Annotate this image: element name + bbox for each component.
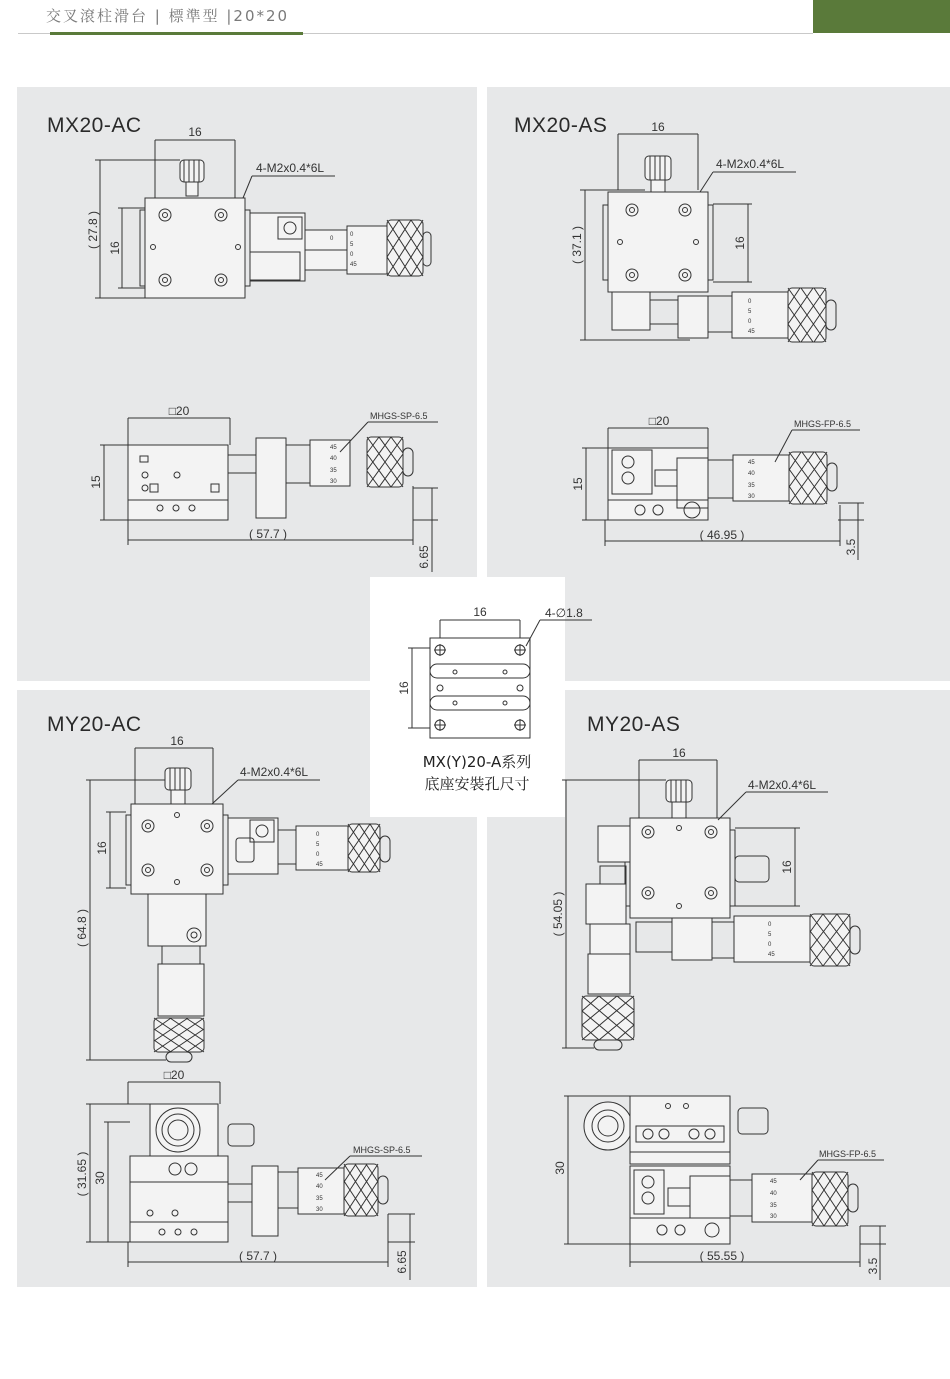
dim-square: □20	[163, 1068, 185, 1082]
scale-label: 40	[748, 471, 755, 477]
dim-width: 16	[672, 746, 686, 760]
dim-width: 16	[188, 125, 202, 139]
micrometer-label: MHGS-SP-6.5	[353, 1145, 411, 1155]
scale-label: 45	[748, 329, 755, 335]
scale-label: 0	[748, 319, 752, 325]
mx20-ac-top-view	[86, 125, 431, 298]
dim-height-inner: 16	[780, 860, 794, 874]
dim-height: 30	[553, 1161, 567, 1175]
mx20-as-side-view	[571, 414, 864, 560]
model-title-mx20-as: MX20-AS	[514, 114, 608, 137]
scale-label: 45	[350, 262, 357, 268]
base-caption-line2: 底座安裝孔尺寸	[424, 775, 530, 793]
dim-height-outer: ( 54.05 )	[551, 891, 565, 937]
my20-as-side-view	[553, 1096, 886, 1280]
base-mounting-drawing	[397, 605, 592, 738]
scale-label: 40	[316, 1184, 323, 1190]
scale-label: 5	[748, 309, 752, 315]
my20-ac-side-view	[75, 1068, 422, 1280]
dim-length: ( 46.95 )	[699, 528, 745, 542]
dim-height-inner: 16	[108, 241, 122, 255]
base-caption-line1: MX(Y)20-A系列	[422, 753, 532, 771]
scale-label: 0	[350, 232, 354, 238]
model-title-mx20-ac: MX20-AC	[47, 114, 142, 137]
scale-label: 0	[768, 942, 772, 948]
dim-height-outer: ( 37.1 )	[570, 225, 584, 265]
dim-length: ( 57.7 )	[238, 1249, 278, 1263]
scale-label: 35	[748, 483, 755, 489]
scale-label: 30	[330, 479, 337, 485]
scale-label: 45	[748, 460, 755, 466]
thread-label: 4-M2x0.4*6L	[716, 157, 785, 171]
dim-width: 16	[170, 734, 184, 748]
scale-label: 45	[768, 952, 775, 958]
dim-height: 15	[571, 477, 585, 491]
dim-offset: 6.65	[417, 545, 431, 569]
dim-height-inner: 16	[733, 236, 747, 250]
dim-offset: 6.65	[395, 1250, 409, 1274]
dim-height-outer: ( 64.8 )	[75, 908, 89, 948]
holes-label: 4-∅1.8	[545, 606, 583, 620]
svg-text:0: 0	[330, 236, 334, 242]
scale-label: 0	[748, 299, 752, 305]
my20-ac-top-view	[75, 734, 390, 1062]
thread-label: 4-M2x0.4*6L	[256, 161, 325, 175]
page-title: 交叉滾柱滑台 | 標準型 |20*20	[46, 7, 290, 25]
dim-height-inner: 16	[95, 841, 109, 855]
scale-label: 40	[330, 456, 337, 462]
scale-label: 30	[748, 494, 755, 500]
scale-label: 5	[350, 242, 354, 248]
scale-label: 45	[316, 862, 323, 868]
dim-height-outer: ( 31.65 )	[75, 1151, 89, 1197]
my20-as-top-view	[551, 746, 860, 1050]
scale-label: 35	[330, 468, 337, 474]
micrometer-label: MHGS-FP-6.5	[819, 1149, 877, 1159]
dim-square: □20	[168, 404, 190, 418]
dim-width: 16	[651, 120, 665, 134]
thread-label: 4-M2x0.4*6L	[748, 778, 817, 792]
dim-square: □20	[648, 414, 670, 428]
scale-label: 45	[770, 1179, 777, 1185]
scale-label: 0	[316, 832, 320, 838]
scale-label: 5	[768, 932, 772, 938]
scale-label: 0	[350, 252, 354, 258]
dim-width: 16	[473, 605, 487, 619]
scale-label: 40	[770, 1191, 777, 1197]
dim-length: ( 55.55 )	[699, 1249, 745, 1263]
micrometer-label: MHGS-SP-6.5	[370, 411, 428, 421]
scale-label: 45	[330, 445, 337, 451]
scale-label: 35	[770, 1203, 777, 1209]
scale-label: 30	[316, 1207, 323, 1213]
base-caption	[402, 751, 552, 795]
dim-height-inner: 30	[93, 1171, 107, 1185]
dim-offset: 3.5	[866, 1257, 880, 1275]
scale-label: 0	[316, 852, 320, 858]
model-title-my20-as: MY20-AS	[587, 713, 681, 736]
micrometer-label: MHGS-FP-6.5	[794, 419, 852, 429]
mx20-ac-side-view	[89, 404, 438, 572]
dim-length: ( 57.7 )	[248, 527, 288, 541]
dim-height: 15	[89, 475, 103, 489]
scale-label: 5	[316, 842, 320, 848]
dim-offset: 3.5	[844, 538, 858, 556]
scale-label: 45	[316, 1173, 323, 1179]
thread-label: 4-M2x0.4*6L	[240, 765, 309, 779]
scale-label: 0	[768, 922, 772, 928]
scale-label: 35	[316, 1196, 323, 1202]
mx20-as-top-view	[570, 120, 836, 342]
model-title-my20-ac: MY20-AC	[47, 713, 142, 736]
dim-height-outer: ( 27.8 )	[86, 210, 100, 250]
dim-height: 16	[397, 681, 411, 695]
scale-label: 30	[770, 1214, 777, 1220]
